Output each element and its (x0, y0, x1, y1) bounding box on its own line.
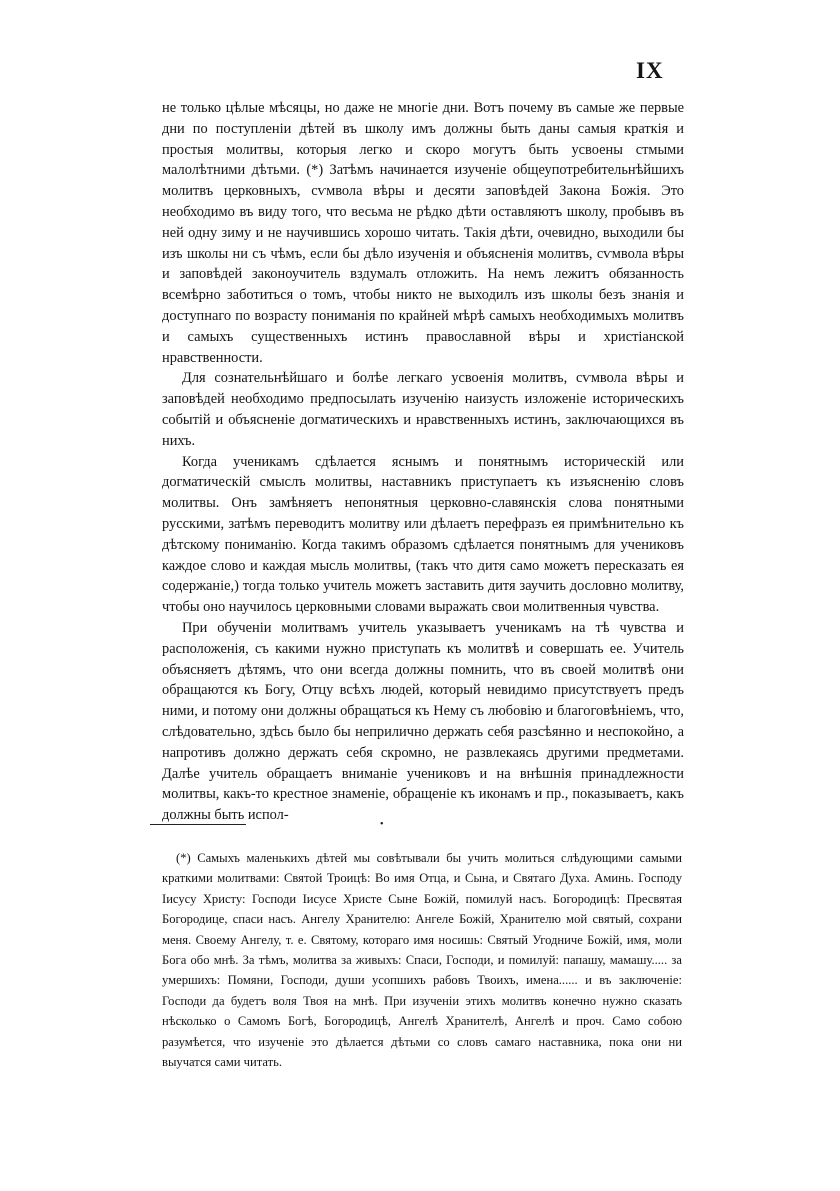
paragraph-3: Когда ученикамъ сдѣлается яснымъ и понятнымъ историческій или догматическій смыслъ молитвы, наставникъ приступаетъ къ изъясненію словъ молитвы. Онъ замѣняетъ непонятныя церковно-славянскія слова понятными русскими, затѣмъ переводитъ молитву или дѣлаетъ перефразъ ея примѣнительно къ дѣтскому пониманію. Когда такимъ образомъ сдѣлается понятнымъ для учениковъ каждое слово и каждая мысль молитвы, (такъ что дитя само можетъ пересказать ея содержаніе,) тогда только учитель можетъ заставить дитя заучить дословно молитву, чтобы оно научилось церковными словами выражать свои молитвенныя чувства. (162, 453, 684, 616)
main-text (162, 98, 684, 826)
stray-mark: • (380, 819, 384, 830)
paragraph-4: При обученіи молитвамъ учитель указываетъ ученикамъ на тѣ чувства и расположенія, съ какими нужно приступать къ молитвѣ и совершать ее. Учитель объясняетъ дѣтямъ, что они всегда должны помнить, что въ своей молитвѣ они обращаются къ Богу, Отцу всѣхъ людей, который невидимо присутствуетъ предъ ними, и потому они должны обращаться къ Нему съ любовію и благоговѣніемъ, что, слѣдовательно, здѣсь было бы неприлично держать себя разсѣянно и неспокойно, а напротивъ должно держать себя скромно, не развлекаясь другими предметами. Далѣе учитель обращаетъ вниманіе учениковъ и на внѣшнія принадлежности молитвы, какъ-то крестное знаменіе, обращеніе къ иконамъ и пр., показываетъ, какъ должны быть испол- (162, 619, 684, 824)
footnote-separator (150, 824, 246, 825)
page-number: IX (636, 58, 664, 83)
paragraph-1: не только цѣлые мѣсяцы, но даже не многіе дни. Вотъ почему въ самые же первые дни по поступленіи дѣтей въ школу имъ должны быть даны самыя краткія и простыя молитвы, которыя легко и скоро могутъ быть усвоены стмыми малолѣтними дѣтьми. (*) Затѣмъ начинается изученіе общеупотребительнѣйшихъ молитвъ церковныхъ, сѵмвола вѣры и десяти заповѣдей Закона Божія. Это необходимо въ виду того, что весьма не рѣдко дѣти оставляютъ школу, пробывъ въ ней одну зиму и не научившись хорошо читать. Такія дѣти, очевидно, выходили бы изъ школы ни съ чѣмъ, если бы дѣло изученія и объясненія молитвъ, сѵмвола вѣры и заповѣдей законоучитель вздумалъ отложить. На немъ лежитъ обязанность всемѣрно заботиться о томъ, чтобы никто не выходилъ изъ школы безъ знанія и доступнаго по возрасту пониманія по крайней мѣрѣ самыхъ необходимыхъ молитвъ и самыхъ существенныхъ истинъ православной вѣры и христіанской нравственности. (162, 100, 684, 366)
paragraph-2: Для сознательнѣйшаго и болѣе легкаго усвоенія молитвъ, сѵмвола вѣры и заповѣдей необходимо предпосылать изученію наизусть изложеніе историческихъ событій и объясненіе догматическихъ и нравственныхъ истинъ, заключающихся въ нихъ. (162, 370, 684, 449)
footnote: (*) Самыхъ маленькихъ дѣтей мы совѣтывали бы учить молиться слѣдующими самыми краткими молитвами: Святой Троицѣ: Во имя Отца, и Сына, и Святаго Духа. Аминь. Господу Іисусу Христу: Господи Іисусе Христе Сыне Божій, помилуй насъ. Богородицѣ: Пресвятая Богородице, спаси насъ. Ангелу Хранителю: Ангеле Божій, Хранителю мой святый, сохрани меня. Своему Ангелу, т. е. Святому, котораго имя носишь: Святый Угодниче Божій, имя, моли Бога обо мнѣ. За тѣмъ, молитва за живыхъ: Спаси, Господи, и помилуй: папашу, мамашу..... за умершихъ: Помяни, Господи, души усопшихъ рабовъ Твоихъ, имена...... и въ заключеніе: Господи да будетъ воля Твоя на мнѣ. При изученіи этихъ молитвъ конечно нужно сказать нѣсколько о Самомъ Богѣ, Богородицѣ, Ангелѣ Хранителѣ, Ангелѣ и проч. Само собою разумѣется, что изученіе это дѣлается дѣтьми со словъ самаго наставника, пока они ни выучатся сами читать. (162, 851, 682, 1070)
